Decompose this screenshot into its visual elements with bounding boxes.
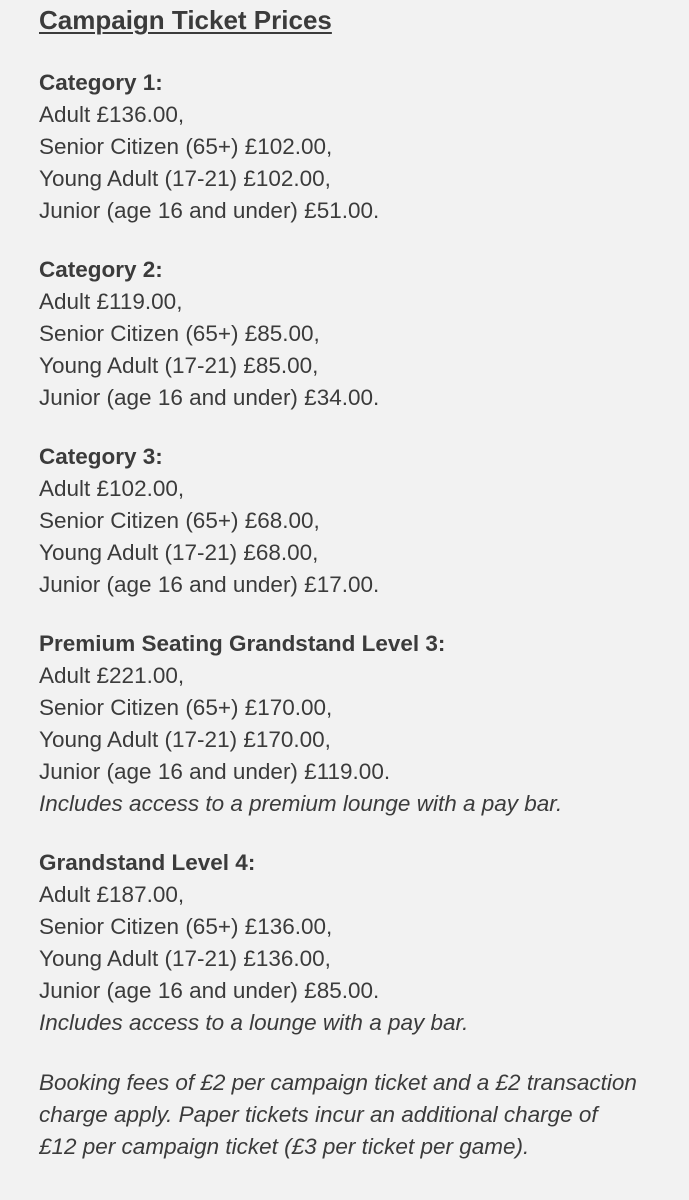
price-line-junior: Junior (age 16 and under) £119.00. [39, 759, 391, 784]
price-line-junior: Junior (age 16 and under) £17.00. [39, 572, 380, 597]
booking-fees-note: Booking fees of £2 per campaign ticket and a £2 transaction charge apply. Paper tickets incur an additional charge of £12 per campaign ticket (£3 per ticket per game). [39, 1070, 637, 1159]
price-line-junior: Junior (age 16 and under) £34.00. [39, 385, 380, 410]
price-line-senior: Senior Citizen (65+) £85.00, [39, 321, 320, 346]
section-note: Includes access to a premium lounge with a pay bar. [39, 791, 563, 816]
price-line-adult: Adult £221.00, [39, 663, 185, 688]
category-1-section [39, 67, 379, 227]
section-heading: Premium Seating Grandstand Level 3: [39, 631, 446, 656]
price-line-senior: Senior Citizen (65+) £170.00, [39, 695, 333, 720]
price-line-young-adult: Young Adult (17-21) £102.00, [39, 166, 331, 191]
section-heading: Grandstand Level 4: [39, 850, 256, 875]
price-line-adult: Adult £136.00, [39, 102, 185, 127]
price-line-young-adult: Young Adult (17-21) £136.00, [39, 946, 331, 971]
premium-grandstand-level-3-section [39, 628, 562, 820]
price-line-senior: Senior Citizen (65+) £102.00, [39, 134, 333, 159]
price-line-adult: Adult £187.00, [39, 882, 185, 907]
price-line-adult: Adult £119.00, [39, 289, 183, 314]
price-line-senior: Senior Citizen (65+) £136.00, [39, 914, 333, 939]
price-line-senior: Senior Citizen (65+) £68.00, [39, 508, 320, 533]
price-line-young-adult: Young Adult (17-21) £68.00, [39, 540, 319, 565]
price-line-young-adult: Young Adult (17-21) £170.00, [39, 727, 331, 752]
section-heading: Category 3: [39, 444, 163, 469]
category-3-section [39, 441, 379, 601]
section-note: Includes access to a lounge with a pay bar. [39, 1010, 469, 1035]
grandstand-level-4-section [39, 847, 468, 1039]
price-line-junior: Junior (age 16 and under) £51.00. [39, 198, 380, 223]
price-line-adult: Adult £102.00, [39, 476, 185, 501]
price-line-junior: Junior (age 16 and under) £85.00. [39, 978, 380, 1003]
section-heading: Category 2: [39, 257, 163, 282]
category-2-section [39, 254, 379, 414]
price-line-young-adult: Young Adult (17-21) £85.00, [39, 353, 319, 378]
page-title: Campaign Ticket Prices [39, 5, 332, 35]
section-heading: Category 1: [39, 70, 163, 95]
